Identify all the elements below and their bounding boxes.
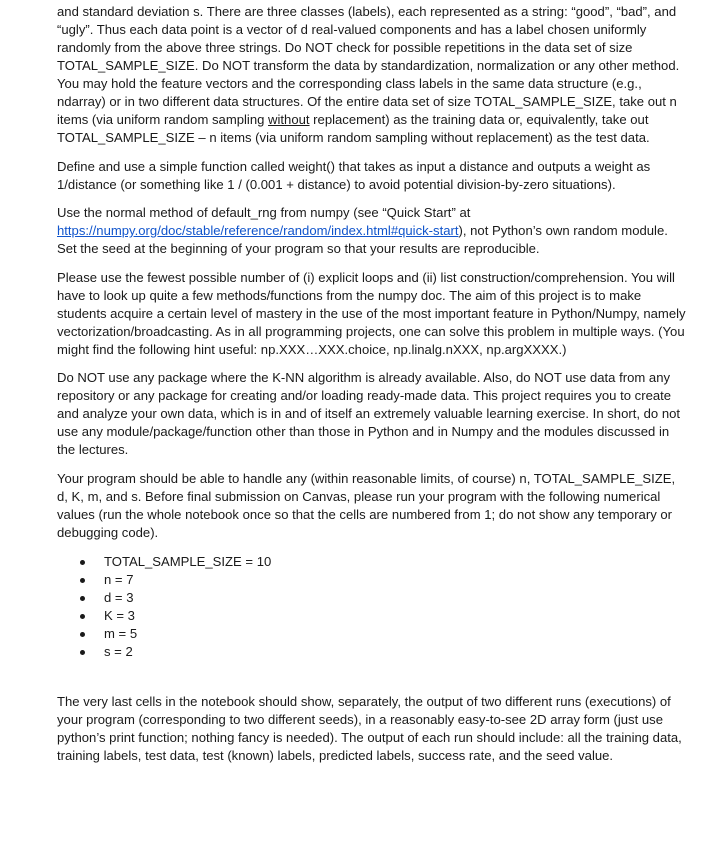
paragraph-text: Define and use a simple function called weight() that takes as input a distance and outputs a weight as 1/distance (or something like 1 / (0.001 + distance) to avoid potential division-by-zero situations). [57,159,651,192]
list-item: d = 3 [57,589,687,607]
paragraph-text: and standard deviation s. There are three classes (labels), each represented as a string: “good”, “bad”, and “ugly”. Thus each data point is a vector of d real-valued components and has a label chosen uniformly randomly from the above three strings. Do NOT check for possible repetitions in the data set of size TOTAL_SAMPLE_SIZE. Do NOT transform the data by standardization, normalization or any other method. You may hold the feature vectors and the corresponding class labels in the same data structure (e.g., ndarray) or in two different data structures. Of the entire data set of size TOTAL_SAMPLE_SIZE, take out n items (via uniform random sampling [57,4,680,127]
paragraph-output-requirements [57,693,687,765]
bullet-icon [80,632,85,637]
paragraph-text: The very last cells in the notebook should show, separately, the output of two different runs (executions) of your program (corresponding to two different seeds), in a reasonably easy-to-see 2D array form (just use python’s print function; nothing fancy is needed). The output of each run should include: all the training data, training labels, test data, test (known) labels, predicted labels, success rate, and the seed value. [57,694,682,763]
bullet-icon [80,650,85,655]
paragraph-text: replacement) as the training data or, equivalently, take out TOTAL_SAMPLE_SIZE – n items (via uniform random sampling without replacement) as the test data. [57,112,650,145]
paragraph-weight-function [57,158,687,194]
list-item: n = 7 [57,571,687,589]
paragraph-data-generation [57,3,687,147]
list-item: s = 2 [57,643,687,661]
document-page [57,0,687,765]
list-item: m = 5 [57,625,687,643]
bullet-icon [80,614,85,619]
paragraph-text: Use the normal method of default_rng from numpy (see “Quick Start” at [57,205,471,220]
parameter-list [57,553,687,661]
paragraph-text: Do NOT use any package where the K-NN algorithm is already available. Also, do NOT use data from any repository or any package for creating and/or loading ready-made data. This project requires you to create and analyze your own data, which is in and of itself an extremely valuable learning exercise. In short, do not use any module/package/function other than those in Python and in Numpy and the modules discussed in the lectures. [57,370,681,457]
paragraph-text: ), not Python’s own random module. Set the seed at the beginning of your program so that your results are reproducible. [57,223,668,256]
bullet-icon [80,560,85,565]
bullet-icon [80,596,85,601]
paragraph-text: Please use the fewest possible number of (i) explicit loops and (ii) list construction/comprehension. You will have to look up quite a few methods/functions from the numpy doc. The aim of this project is to make students acquire a certain level of mastery in the use of the most important feature in Python/Numpy, namely vectorization/broadcasting. As in all programming projects, one can solve this problem in multiple ways. (You might find the following hint useful: np.XXX…XXX.choice, np.linalg.nXXX, np.argXXXX.) [57,270,686,357]
underlined-word: without [268,112,310,127]
paragraph-parameters [57,470,687,542]
paragraph-vectorization [57,269,687,359]
paragraph-text: Your program should be able to handle any (within reasonable limits, of course) n, TOTAL_SAMPLE_SIZE, d, K, m, and s. Before final submission on Canvas, please run your program with the following numerical values (run the whole notebook once so that the cells are numbered from 1; do not show any temporary or debugging code). [57,471,676,540]
list-item: TOTAL_SAMPLE_SIZE = 10 [57,553,687,571]
numpy-quickstart-link[interactable]: https://numpy.org/doc/stable/reference/random/index.html#quick-start [57,223,459,238]
paragraph-default-rng [57,204,687,258]
paragraph-no-knn-package [57,369,687,459]
list-item: K = 3 [57,607,687,625]
bullet-icon [80,578,85,583]
